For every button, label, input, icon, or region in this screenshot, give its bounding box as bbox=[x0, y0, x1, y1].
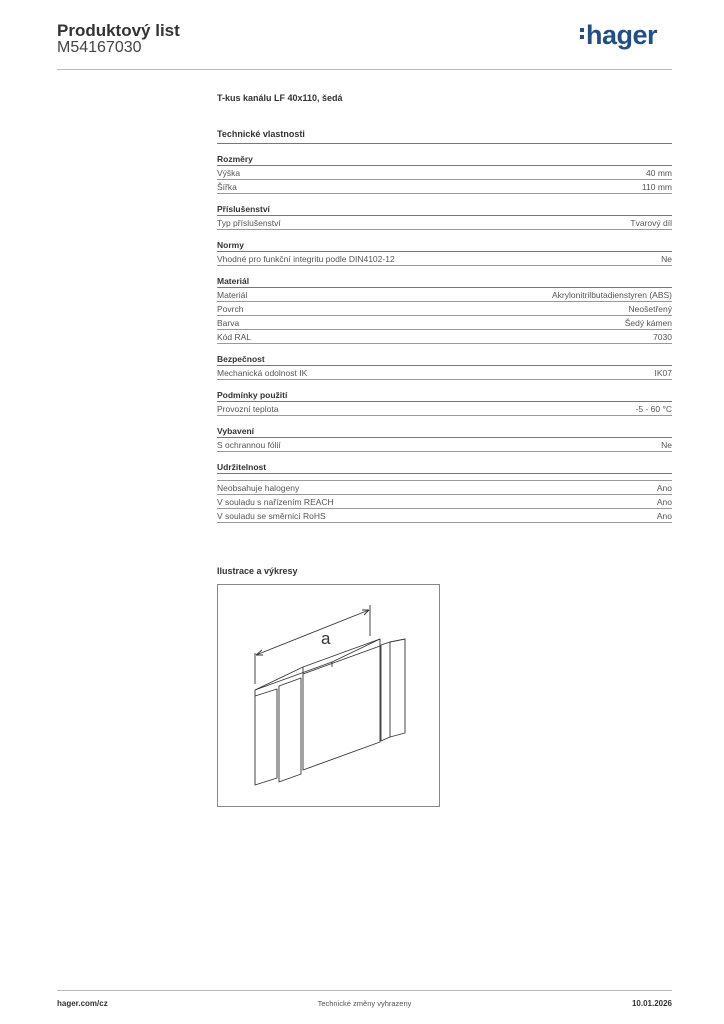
group-sustainability bbox=[217, 461, 672, 523]
page-header bbox=[57, 20, 672, 70]
group-title: Bezpečnost bbox=[217, 353, 672, 366]
property-row bbox=[217, 302, 672, 316]
property-value: Tvarový díl bbox=[630, 218, 672, 228]
spacer bbox=[217, 474, 672, 481]
group-equipment bbox=[217, 425, 672, 452]
product-code: M54167030 bbox=[57, 39, 142, 56]
property-row bbox=[217, 252, 672, 266]
property-label: Typ příslušenství bbox=[217, 218, 281, 228]
group-title: Materiál bbox=[217, 275, 672, 288]
property-value: -5 - 60 °C bbox=[635, 404, 672, 414]
group-title: Normy bbox=[217, 239, 672, 252]
property-label: V souladu s nařízením REACH bbox=[217, 497, 334, 507]
property-value: Ne bbox=[661, 254, 672, 264]
group-accessories bbox=[217, 203, 672, 230]
footer-date: 10.01.2026 bbox=[631, 999, 672, 1008]
property-row bbox=[217, 330, 672, 344]
property-label: Kód RAL bbox=[217, 332, 252, 342]
property-value: IK07 bbox=[654, 368, 672, 378]
property-row bbox=[217, 216, 672, 230]
group-title: Udržitelnost bbox=[217, 461, 672, 474]
property-label: Neobsahuje halogeny bbox=[217, 483, 300, 493]
dimension-label: a bbox=[321, 629, 331, 648]
group-dimensions bbox=[217, 153, 672, 194]
property-value: Šedý kámen bbox=[624, 318, 672, 328]
group-standards bbox=[217, 239, 672, 266]
property-label: Barva bbox=[217, 318, 240, 328]
logo-colon-icon bbox=[580, 25, 584, 42]
group-title: Podmínky použití bbox=[217, 389, 672, 402]
group-safety bbox=[217, 353, 672, 380]
illustrations-title: Ilustrace a výkresy bbox=[217, 566, 298, 576]
group-conditions bbox=[217, 389, 672, 416]
property-value: Ano bbox=[656, 483, 672, 493]
product-drawing bbox=[217, 584, 440, 807]
hager-logo bbox=[580, 20, 657, 51]
property-row bbox=[217, 438, 672, 452]
footer-website: hager.com/cz bbox=[57, 999, 108, 1008]
property-row bbox=[217, 316, 672, 330]
property-label: Povrch bbox=[217, 304, 244, 314]
property-value: Ano bbox=[656, 497, 672, 507]
property-row bbox=[217, 402, 672, 416]
property-label: Šířka bbox=[217, 182, 237, 192]
product-name: T-kus kanálu LF 40x110, šedá bbox=[217, 93, 343, 103]
property-value: 40 mm bbox=[646, 168, 672, 178]
property-value: Ano bbox=[656, 511, 672, 521]
logo-text: hager bbox=[585, 20, 657, 50]
property-label: Vhodné pro funkční integritu podle DIN4102-12 bbox=[217, 254, 395, 264]
property-label: S ochrannou fólií bbox=[217, 440, 281, 450]
footer-note: Technické změny vyhrazeny bbox=[317, 999, 412, 1008]
page-footer bbox=[57, 990, 672, 1010]
property-row bbox=[217, 288, 672, 302]
group-title: Příslušenství bbox=[217, 203, 672, 216]
property-value: 7030 bbox=[653, 332, 672, 342]
property-value: Ne bbox=[661, 440, 672, 450]
property-row bbox=[217, 366, 672, 380]
t-piece-drawing bbox=[218, 585, 439, 806]
property-row bbox=[217, 509, 672, 523]
property-value: Neošetřený bbox=[628, 304, 672, 314]
section-divider bbox=[217, 143, 672, 144]
property-label: Mechanická odolnost IK bbox=[217, 368, 308, 378]
property-label: Materiál bbox=[217, 290, 248, 300]
property-row bbox=[217, 481, 672, 495]
group-material bbox=[217, 275, 672, 344]
property-value: Akrylonitrilbutadienstyren (ABS) bbox=[552, 290, 672, 300]
property-label: V souladu se směrnicí RoHS bbox=[217, 511, 326, 521]
property-row bbox=[217, 166, 672, 180]
property-row bbox=[217, 495, 672, 509]
document-title: Produktový list bbox=[57, 21, 180, 40]
group-title: Rozměry bbox=[217, 153, 672, 166]
property-label: Provozní teplota bbox=[217, 404, 279, 414]
property-label: Výška bbox=[217, 168, 241, 178]
group-title: Vybavení bbox=[217, 425, 672, 438]
property-row bbox=[217, 180, 672, 194]
product-details bbox=[217, 93, 672, 532]
technical-properties-title: Technické vlastnosti bbox=[217, 129, 305, 139]
property-value: 110 mm bbox=[641, 182, 672, 192]
